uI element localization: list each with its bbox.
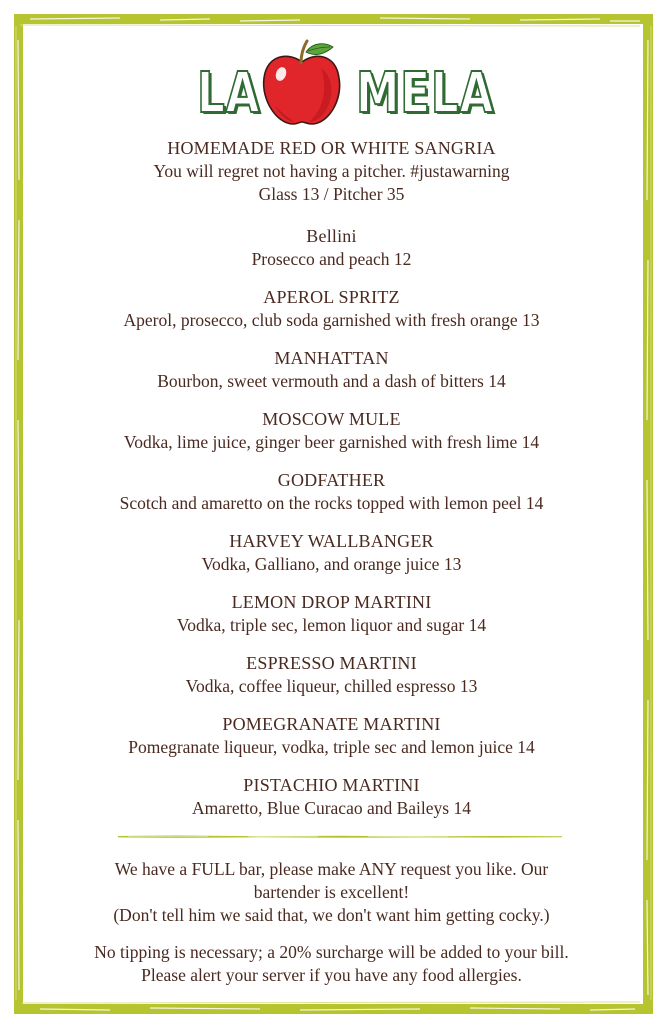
logo	[0, 0, 663, 130]
menu-item	[30, 408, 633, 454]
logo-word-la: LA	[197, 61, 261, 126]
apple-icon	[259, 38, 345, 128]
item-description: Vodka, coffee liqueur, chilled espresso 13	[185, 676, 478, 696]
menu-item	[30, 286, 633, 332]
item-description: Vodka, lime juice, ginger beer garnished with fresh lime 14	[123, 432, 540, 452]
section-divider	[118, 833, 562, 840]
item-name: ESPRESSO MARTINI	[246, 653, 417, 673]
item-description: Scotch and amaretto on the rocks topped with lemon peel 14	[119, 493, 544, 513]
full-bar-note-line1: We have a FULL bar, please make ANY request you like. Our	[114, 859, 549, 879]
sangria-title: HOMEMADE RED OR WHITE SANGRIA	[167, 138, 496, 158]
item-description: Bourbon, sweet vermouth and a dash of bitters 14	[157, 371, 506, 391]
item-name: MOSCOW MULE	[262, 409, 401, 429]
menu-item	[30, 774, 633, 820]
menu-item	[30, 347, 633, 393]
full-bar-note-line2: bartender is excellent!	[253, 882, 410, 902]
logo-word-mela: MELA	[356, 61, 495, 126]
menu-item	[30, 469, 633, 515]
menu-item	[30, 530, 633, 576]
sangria-section	[30, 137, 633, 206]
sangria-tagline: You will regret not having a pitcher. #justawarning	[153, 161, 510, 181]
item-name: APEROL SPRITZ	[263, 287, 400, 307]
allergy-notice: Please alert your server if you have any food allergies.	[141, 965, 522, 985]
full-bar-note-line3: (Don't tell him we said that, we don't want him getting cocky.)	[113, 905, 550, 925]
menu-item	[30, 713, 633, 759]
sangria-price: Glass 13 / Pitcher 35	[258, 184, 405, 204]
menu-item	[30, 591, 633, 637]
item-description: Pomegranate liqueur, vodka, triple sec and lemon juice 14	[128, 737, 535, 757]
item-description: Prosecco and peach 12	[251, 249, 412, 269]
footer-notes	[30, 858, 633, 987]
menu-item	[30, 652, 633, 698]
item-description: Aperol, prosecco, club soda garnished with fresh orange 13	[123, 310, 540, 330]
item-name: PISTACHIO MARTINI	[243, 775, 420, 795]
item-name: GODFATHER	[277, 470, 386, 490]
spacer	[30, 927, 633, 941]
item-description: Vodka, triple sec, lemon liquor and sugar 14	[176, 615, 487, 635]
item-name: POMEGRANATE MARTINI	[222, 714, 441, 734]
item-name: Bellini	[306, 226, 357, 246]
item-name: MANHATTAN	[274, 348, 389, 368]
tipping-policy: No tipping is necessary; a 20% surcharge will be added to your bill.	[94, 942, 569, 962]
drink-menu	[30, 137, 633, 835]
item-name: HARVEY WALLBANGER	[229, 531, 434, 551]
item-name: LEMON DROP MARTINI	[231, 592, 432, 612]
item-description: Amaretto, Blue Curacao and Baileys 14	[192, 798, 471, 818]
menu-item	[30, 225, 633, 271]
item-description: Vodka, Galliano, and orange juice 13	[201, 554, 462, 574]
